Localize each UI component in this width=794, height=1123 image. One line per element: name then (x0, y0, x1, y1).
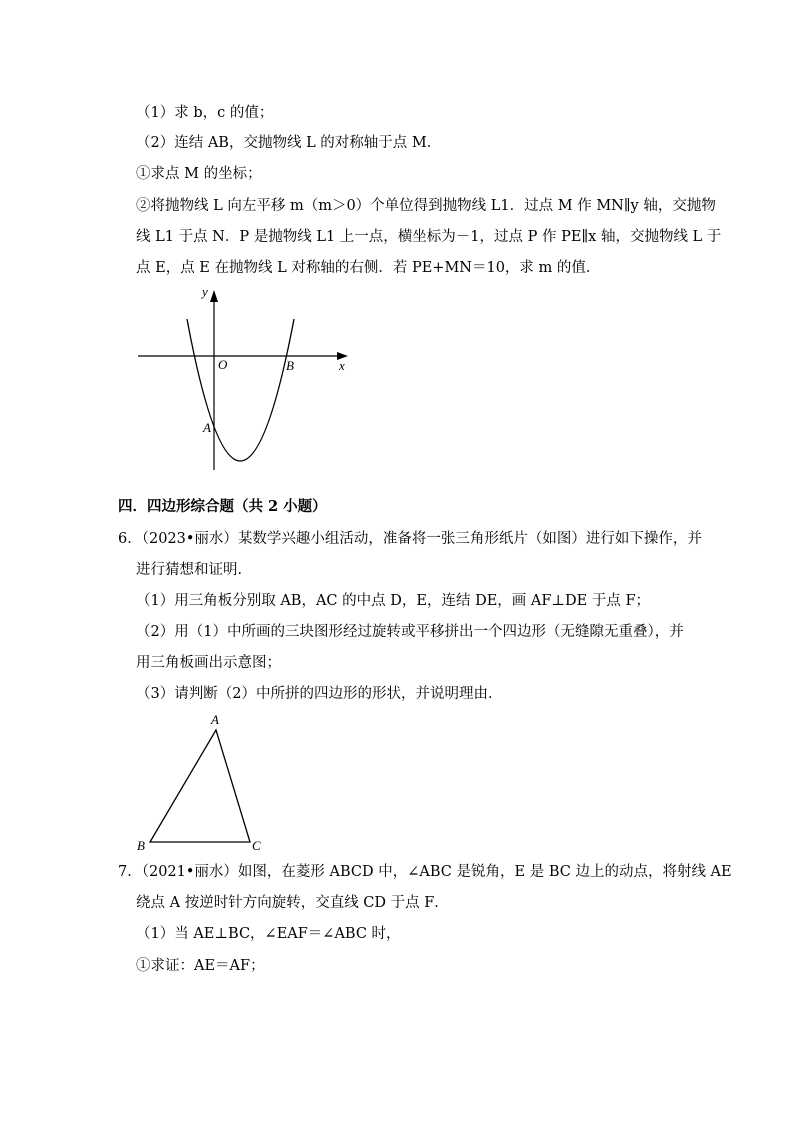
q6-part2-line1: （2）用（1）中所画的三块图形经过旋转或平移拼出一个四边形（无缝隙无重叠），并 (136, 624, 684, 640)
y-axis-arrow (210, 290, 218, 302)
q6-part2-line2: 用三角板画出示意图； (136, 655, 281, 671)
q5-part2: （2）连结 AB，交抛物线 L 的对称轴于点 M． (136, 135, 442, 151)
section-title: 四．四边形综合题（共 2 小题） (118, 498, 327, 515)
x-axis-label: x (339, 358, 345, 373)
q5-sub2-line1: ②将抛物线 L 向左平移 m（m＞0）个单位得到抛物线 L1．过点 M 作 MN∥y 轴，交抛物 (136, 198, 716, 214)
point-b-label: B (286, 358, 294, 373)
q5-sub1: ①求点 M 的坐标； (136, 166, 262, 182)
triangle-figure (130, 708, 280, 853)
triangle-abc (150, 730, 250, 842)
point-a-label: A (203, 420, 211, 435)
parabola-figure (130, 280, 360, 485)
q5-part1: （1）求 b，c 的值； (136, 105, 274, 121)
q7-line1: 7．（2021•丽水）如图，在菱形 ABCD 中，∠ABC 是锐角，E 是 BC 边上的动点，将射线 AE (118, 864, 732, 880)
triangle-a-label: A (211, 712, 219, 727)
q7-part1: （1）当 AE⊥BC，∠EAF＝∠ABC 时， (136, 926, 401, 942)
q6-part3: （3）请判断（2）中所拼的四边形的形状，并说明理由． (136, 686, 503, 702)
q6-line1: 6．（2023•丽水）某数学兴趣小组活动，准备将一张三角形纸片（如图）进行如下操作，并 (118, 531, 702, 547)
q6-line2: 进行猜想和证明． (136, 562, 252, 578)
q7-line2: 绕点 A 按逆时针方向旋转，交直线 CD 于点 F． (136, 895, 449, 911)
q7-sub1: ①求证：AE＝AF； (136, 958, 265, 974)
triangle-b-label: B (137, 838, 145, 853)
q6-part1: （1）用三角板分别取 AB，AC 的中点 D，E，连结 DE，画 AF⊥DE 于点 F； (136, 593, 651, 609)
origin-label: O (218, 357, 228, 372)
parabola-curve (187, 319, 294, 461)
y-axis-label: y (202, 284, 208, 299)
q5-sub2-line2: 线 L1 于点 N．P 是抛物线 L1 上一点，横坐标为－1，过点 P 作 PE∥x 轴，交抛物线 L 于 (136, 229, 722, 245)
triangle-c-label: C (252, 838, 261, 853)
q5-sub2-line3: 点 E，点 E 在抛物线 L 对称轴的右侧．若 PE+MN＝10，求 m 的值． (136, 260, 601, 276)
